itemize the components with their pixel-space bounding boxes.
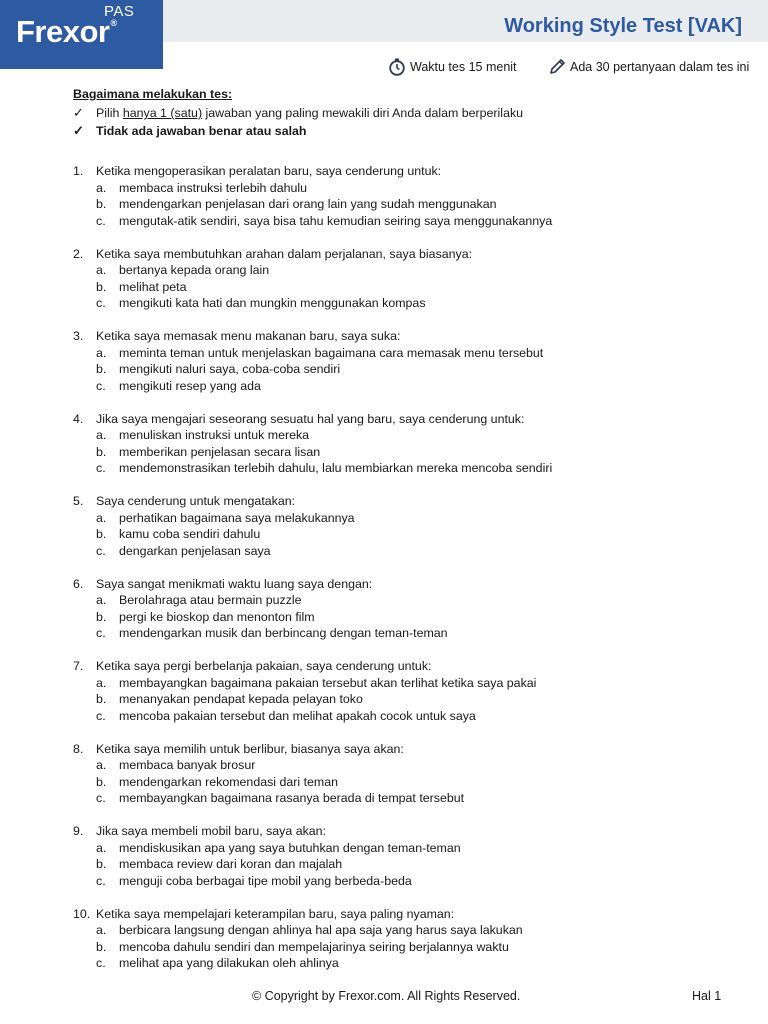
- question-number: 2.: [73, 246, 84, 261]
- question-row: [73, 741, 733, 758]
- question-list: [73, 163, 733, 988]
- option-text: memberikan penjelasan secara lisan: [119, 444, 321, 459]
- answer-option[interactable]: [73, 180, 733, 197]
- option-letter: b.: [96, 609, 107, 624]
- answer-option[interactable]: [73, 361, 733, 378]
- answer-option[interactable]: [73, 691, 733, 708]
- answer-option[interactable]: [73, 939, 733, 956]
- answer-option[interactable]: [73, 378, 733, 395]
- question-text: Ketika saya memasak menu makanan baru, saya suka:: [96, 329, 401, 343]
- option-text: mengutak-atik sendiri, saya bisa tahu kemudian seiring saya menggunakannya: [119, 213, 553, 228]
- option-letter: b.: [96, 692, 107, 706]
- question-text: Saya cenderung untuk mengatakan:: [96, 494, 296, 508]
- answer-option[interactable]: [73, 790, 733, 807]
- question-item: [73, 823, 733, 889]
- question-number: 3.: [73, 329, 84, 343]
- question-number: 4.: [73, 411, 84, 426]
- option-text: mendengarkan penjelasan dari orang lain yang sudah menggunakan: [119, 197, 497, 211]
- question-row: [73, 658, 733, 675]
- question-number: 7.: [73, 659, 84, 673]
- answer-option[interactable]: [73, 675, 733, 692]
- answer-option[interactable]: [73, 444, 733, 461]
- option-letter: a.: [96, 593, 107, 607]
- option-letter: b.: [96, 857, 107, 871]
- option-text: mengikuti resep yang ada: [119, 378, 261, 393]
- answer-option[interactable]: [73, 625, 733, 642]
- rule-text-prefix: Pilih: [96, 106, 123, 120]
- answer-option[interactable]: [73, 196, 733, 213]
- answer-option[interactable]: [73, 840, 733, 857]
- logo-wordmark: [16, 14, 117, 50]
- question-count-info: [549, 58, 749, 75]
- question-text: Ketika saya mempelajari keterampilan baru, saya paling nyaman:: [96, 906, 455, 921]
- option-letter: a.: [96, 180, 107, 195]
- answer-option[interactable]: [73, 592, 733, 609]
- option-text: mencoba pakaian tersebut dan melihat apakah cocok untuk saya: [119, 708, 476, 723]
- question-row: [73, 411, 733, 428]
- option-text: membaca instruksi terlebih dahulu: [119, 180, 308, 195]
- option-text: pergi ke bioskop dan menonton film: [119, 609, 315, 624]
- option-text: membaca banyak brosur: [119, 758, 256, 772]
- answer-option[interactable]: [73, 345, 733, 362]
- page-number: Hal 1: [692, 989, 722, 1003]
- question-item: [73, 493, 733, 559]
- question-item: [73, 163, 733, 229]
- logo-sub-label: PAS: [104, 3, 135, 20]
- option-text: membaca review dari koran dan majalah: [119, 857, 343, 871]
- option-letter: b.: [96, 444, 107, 459]
- option-letter: c.: [96, 956, 106, 970]
- question-row: [73, 328, 733, 345]
- question-row: [73, 246, 733, 263]
- answer-option[interactable]: [73, 460, 733, 477]
- option-letter: b.: [96, 362, 107, 376]
- question-row: [73, 163, 733, 180]
- pencil-icon: [549, 58, 566, 75]
- option-letter: c.: [96, 296, 106, 310]
- answer-option[interactable]: [73, 510, 733, 527]
- instructions-title: Bagaimana melakukan tes:: [73, 87, 233, 101]
- option-letter: b.: [96, 939, 107, 954]
- option-letter: c.: [96, 873, 106, 888]
- answer-option[interactable]: [73, 873, 733, 890]
- time-info-label: Waktu tes 15 menit: [410, 60, 517, 74]
- option-letter: c.: [96, 791, 106, 805]
- document-title: Working Style Test [VAK]: [504, 15, 742, 37]
- question-number: 10.: [73, 906, 91, 921]
- option-text: meminta teman untuk menjelaskan bagaimana cara memasak menu tersebut: [119, 345, 544, 360]
- option-text: menuliskan instruksi untuk mereka: [119, 428, 310, 442]
- copyright-notice: © Copyright by Frexor.com. All Rights Reserved.: [252, 989, 521, 1003]
- option-letter: b.: [96, 197, 107, 211]
- option-text: mendengarkan musik dan berbincang dengan teman-teman: [119, 626, 448, 640]
- logo-text: Frexor: [16, 14, 110, 49]
- question-text: Saya sangat menikmati waktu luang saya dengan:: [96, 576, 373, 591]
- option-text: membayangkan bagaimana rasanya berada di tempat tersebut: [119, 791, 465, 805]
- question-item: [73, 741, 733, 807]
- question-item: [73, 328, 733, 394]
- answer-option[interactable]: [73, 757, 733, 774]
- instruction-rule-text: [96, 105, 523, 122]
- question-item: [73, 576, 733, 642]
- option-text: perhatikan bagaimana saya melakukannya: [119, 510, 355, 525]
- answer-option[interactable]: [73, 427, 733, 444]
- question-text: Ketika saya memilih untuk berlibur, biasanya saya akan:: [96, 741, 404, 756]
- question-text: Ketika saya pergi berbelanja pakaian, saya cenderung untuk:: [96, 659, 432, 673]
- instruction-rule-choose-one: [73, 105, 523, 122]
- question-row: [73, 823, 733, 840]
- option-letter: c.: [96, 461, 106, 475]
- option-letter: a.: [96, 510, 107, 525]
- question-count-label: Ada 30 pertanyaan dalam tes ini: [570, 59, 750, 74]
- instruction-rule-text: Tidak ada jawaban benar atau salah: [96, 124, 307, 138]
- option-text: mendemonstrasikan terlebih dahulu, lalu membiarkan mereka mencoba sendiri: [119, 461, 553, 475]
- option-text: berbicara langsung dengan ahlinya hal apa saja yang harus saya lakukan: [119, 923, 523, 937]
- option-text: menguji coba berbagai tipe mobil yang berbeda-beda: [119, 873, 412, 888]
- option-letter: b.: [96, 527, 107, 541]
- option-letter: a.: [96, 758, 107, 772]
- question-text: Jika saya mengajari seseorang sesuatu hal yang baru, saya cenderung untuk:: [96, 411, 525, 426]
- option-letter: c.: [96, 543, 106, 558]
- answer-option[interactable]: [73, 922, 733, 939]
- checkmark-icon: ✓: [73, 105, 84, 120]
- option-letter: c.: [96, 708, 106, 723]
- frexor-logo: [0, 0, 163, 69]
- question-number: 9.: [73, 824, 84, 838]
- rule-text-emphasis: hanya 1 (satu): [122, 106, 203, 120]
- question-number: 8.: [73, 741, 84, 756]
- question-item: [73, 246, 733, 312]
- option-letter: b.: [96, 774, 107, 789]
- option-text: kamu coba sendiri dahulu: [119, 527, 261, 541]
- checkmark-icon: ✓: [73, 123, 84, 138]
- option-text: mendiskusikan apa yang saya butuhkan dengan teman-teman: [119, 840, 461, 855]
- option-text: dengarkan penjelasan saya: [119, 543, 271, 558]
- question-text: Ketika mengoperasikan peralatan baru, saya cenderung untuk:: [96, 164, 442, 178]
- rule-text-suffix: jawaban yang paling mewakili diri Anda dalam berperilaku: [202, 106, 524, 120]
- option-text: menanyakan pendapat kepada pelayan toko: [119, 692, 363, 706]
- answer-option[interactable]: [73, 774, 733, 791]
- option-letter: c.: [96, 213, 106, 228]
- option-letter: c.: [96, 626, 106, 640]
- option-text: membayangkan bagaimana pakaian tersebut akan terlihat ketika saya pakai: [119, 675, 537, 690]
- option-text: bertanya kepada orang lain: [119, 263, 270, 277]
- option-letter: a.: [96, 428, 107, 442]
- question-text: Jika saya membeli mobil baru, saya akan:: [96, 824, 327, 838]
- instruction-rule-no-right-answer: [73, 123, 307, 140]
- answer-option[interactable]: [73, 609, 733, 626]
- question-text: Ketika saya membutuhkan arahan dalam perjalanan, saya biasanya:: [96, 246, 473, 261]
- answer-option[interactable]: [73, 708, 733, 725]
- option-text: Berolahraga atau bermain puzzle: [119, 593, 302, 607]
- option-text: melihat peta: [119, 279, 187, 294]
- answer-option[interactable]: [73, 279, 733, 296]
- answer-option[interactable]: [73, 543, 733, 560]
- question-number: 5.: [73, 494, 84, 508]
- option-letter: b.: [96, 279, 107, 294]
- answer-option[interactable]: [73, 262, 733, 279]
- question-row: [73, 906, 733, 923]
- question-item: [73, 906, 733, 972]
- option-letter: a.: [96, 840, 107, 855]
- answer-option[interactable]: [73, 526, 733, 543]
- option-letter: a.: [96, 675, 107, 690]
- answer-option[interactable]: [73, 856, 733, 873]
- option-letter: a.: [96, 263, 107, 277]
- stopwatch-icon: [388, 58, 406, 76]
- option-text: mengikuti naluri saya, coba-coba sendiri: [119, 362, 341, 376]
- option-letter: a.: [96, 923, 107, 937]
- question-number: 1.: [73, 164, 84, 178]
- answer-option[interactable]: [73, 295, 733, 312]
- answer-option[interactable]: [73, 213, 733, 230]
- answer-option[interactable]: [73, 955, 733, 972]
- time-info: [388, 58, 517, 76]
- option-letter: a.: [96, 345, 107, 360]
- option-letter: c.: [96, 378, 106, 393]
- option-text: melihat apa yang dilakukan oleh ahlinya: [119, 956, 339, 970]
- option-text: mengikuti kata hati dan mungkin menggunakan kompas: [119, 296, 426, 310]
- option-text: mendengarkan rekomendasi dari teman: [119, 774, 339, 789]
- question-row: [73, 493, 733, 510]
- question-item: [73, 658, 733, 724]
- logo-registered-mark: ®: [110, 18, 117, 28]
- option-text: mencoba dahulu sendiri dan mempelajarinya seiring berjalannya waktu: [119, 939, 509, 954]
- question-number: 6.: [73, 576, 84, 591]
- question-item: [73, 411, 733, 477]
- question-row: [73, 576, 733, 593]
